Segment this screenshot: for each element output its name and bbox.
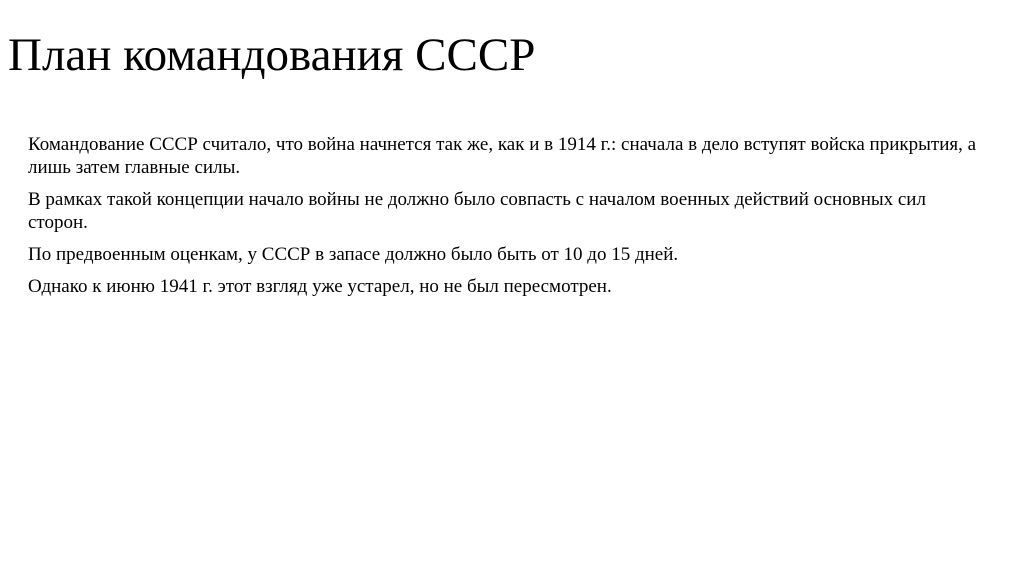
paragraph: Однако к июню 1941 г. этот взгляд уже устарел, но не был пересмотрен. — [28, 276, 612, 297]
paragraph: В рамках такой концепции начало войны не должно было совпасть с началом военных действий основных сил сторон. — [28, 189, 926, 233]
paragraph: По предвоенным оценкам, у СССР в запасе должно было быть от 10 до 15 дней. — [28, 244, 679, 265]
slide-body — [28, 133, 988, 307]
paragraph: Командование СССР считало, что война начнется так же, как и в 1914 г.: сначала в дело вступят войска прикрытия, а лишь затем главные силы. — [28, 134, 977, 178]
slide-title: План командования СССР — [8, 29, 536, 81]
